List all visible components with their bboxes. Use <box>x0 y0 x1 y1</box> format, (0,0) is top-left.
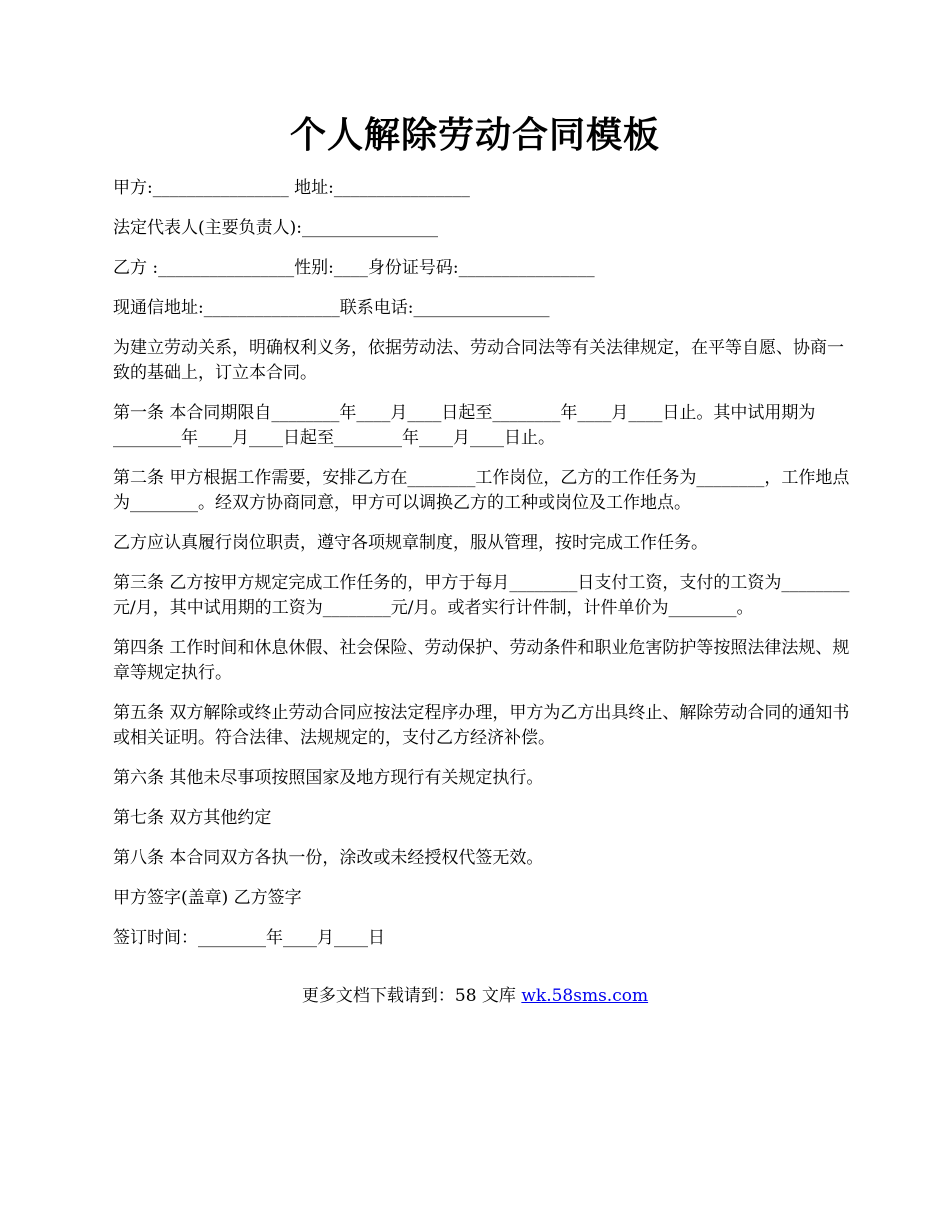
signing-date-line: 签订时间：________年____月____日 <box>113 928 385 948</box>
article-6: 第六条 其他未尽事项按照国家及地方现行有关规定执行。 <box>113 768 544 788</box>
footer-text: 更多文档下载请到：58 文库 <box>301 986 522 1006</box>
article-7: 第七条 双方其他约定 <box>113 808 272 828</box>
party-b-line: 乙方 :________________性别:____身份证号码:________________ <box>113 258 595 278</box>
contact-address-line: 现通信地址:________________联系电话:________________ <box>113 298 550 318</box>
document-title: 个人解除劳动合同模板 <box>289 114 660 156</box>
document-body <box>113 176 853 966</box>
preamble-paragraph: 为建立劳动关系，明确权利义务，依据劳动法、劳动合同法等有关法律规定，在平等自愿、协商一致的基础上，订立本合同。 <box>113 338 844 383</box>
article-3: 第三条 乙方按甲方规定完成工作任务的，甲方于每月________日支付工资，支付的工资为________元/月，其中试用期的工资为________元/月。或者实行计件制，计件单价为________。 <box>113 573 850 618</box>
article-8: 第八条 本合同双方各执一份，涂改或未经授权代签无效。 <box>113 848 544 868</box>
legal-representative-line: 法定代表人(主要负责人):________________ <box>113 218 438 238</box>
signature-line: 甲方签字(盖章) 乙方签字 <box>113 888 302 908</box>
article-1: 第一条 本合同期限自________年____月____日起至________年____月____日止。其中试用期为________年____月____日起至________年____月____日止。 <box>113 403 816 448</box>
duty-paragraph: 乙方应认真履行岗位职责，遵守各项规章制度，服从管理，按时完成工作任务。 <box>113 533 708 553</box>
article-2: 第二条 甲方根据工作需要，安排乙方在________工作岗位，乙方的工作任务为________，工作地点为________。经双方协商同意，甲方可以调换乙方的工种或岗位及工作地点。 <box>113 468 850 513</box>
party-a-line: 甲方:________________ 地址:________________ <box>113 178 470 198</box>
footer-link[interactable]: wk.58sms.com <box>521 986 649 1006</box>
article-4: 第四条 工作时间和休息休假、社会保险、劳动保护、劳动条件和职业危害防护等按照法律法规、规章等规定执行。 <box>113 638 850 683</box>
download-footer <box>0 984 950 1009</box>
article-5: 第五条 双方解除或终止劳动合同应按法定程序办理，甲方为乙方出具终止、解除劳动合同的通知书或相关证明。符合法律、法规规定的，支付乙方经济补偿。 <box>113 703 850 748</box>
